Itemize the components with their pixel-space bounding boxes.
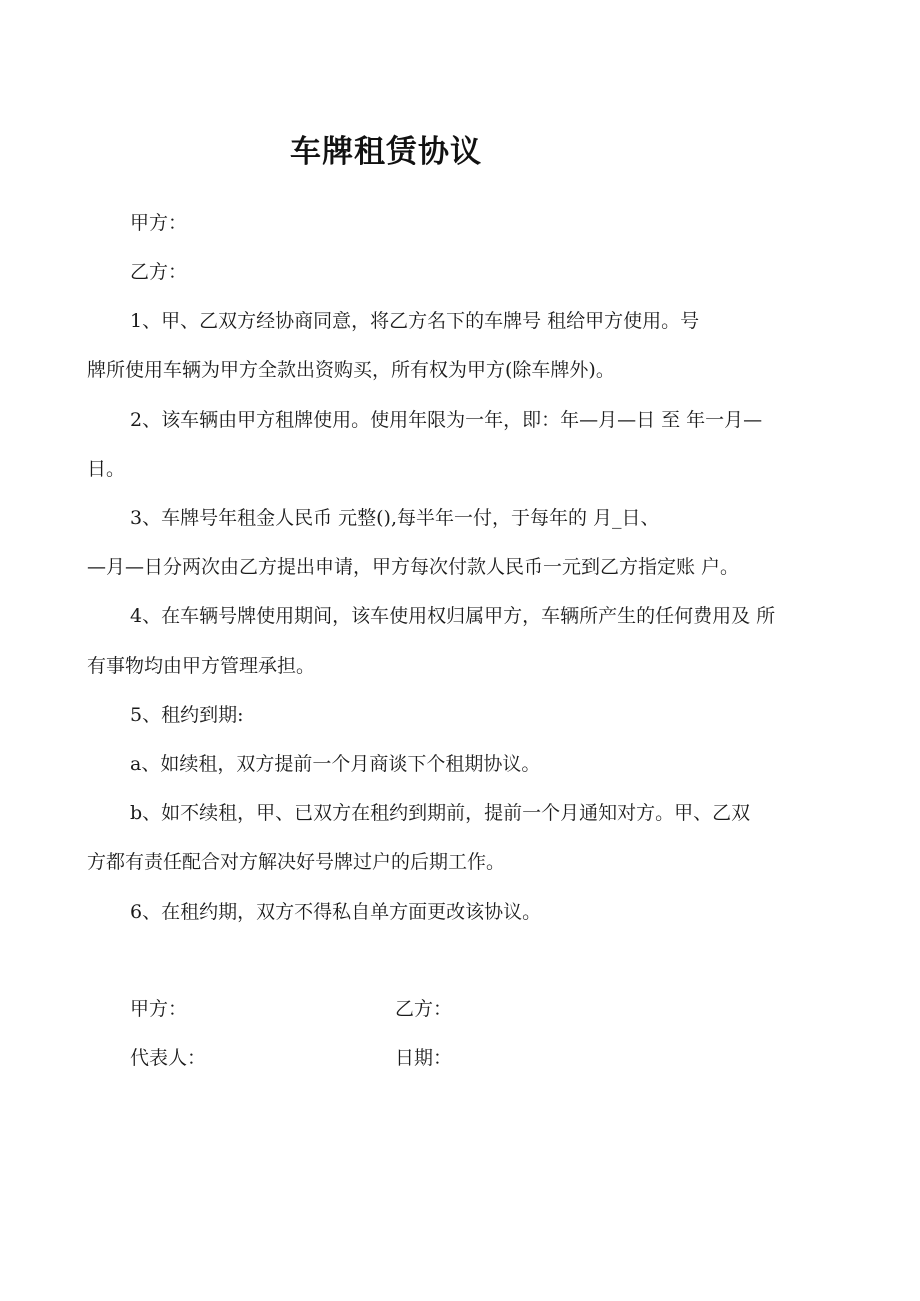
clause-6: 6、在租约期，双方不得私自单方面更改该协议。 [130,901,542,923]
clause-3-line-2: —月—日分两次由乙方提出申请，甲方每次付款人民币一元到乙方指定账 户。 [87,556,740,578]
clause-5b-line-1: b、如不续租，甲、已双方在租约到期前，提前一个月通知对方。甲、乙双 [130,802,751,824]
signature-date-label: 日期： [395,1047,453,1069]
clause-3-line-1: 3、车牌号年租金人民币 元整(),每半年一付，于每年的 月_日、 [130,507,660,529]
clause-1-line-1: 1、甲、乙双方经协商同意，将乙方名下的车牌号 租给甲方使用。号 [130,310,700,332]
signature-party-a-label: 甲方： [130,998,188,1020]
document-title: 车牌租赁协议 [290,134,482,170]
clause-5-title: 5、租约到期: [130,704,244,726]
signature-representative-label: 代表人： [130,1047,207,1069]
clause-1-line-2: 牌所使用车辆为甲方全款出资购买，所有权为甲方(除车牌外)。 [87,359,615,381]
signature-party-b-label: 乙方： [395,998,453,1020]
clause-4-line-2: 有事物均由甲方管理承担。 [87,655,316,677]
clause-5b-line-2: 方都有责任配合对方解决好号牌过户的后期工作。 [87,851,506,873]
clause-4-line-1: 4、在车辆号牌使用期间，该车使用权归属甲方，车辆所产生的任何费用及 所 [130,605,776,627]
clause-2-line-2: 日。 [87,458,126,480]
party-a-label: 甲方： [130,212,188,234]
clause-2-line-1: 2、该车辆由甲方租牌使用。使用年限为一年，即：年—月—日 至 年一月— [130,409,763,431]
party-b-label: 乙方： [130,261,188,283]
clause-5a: a、如续租，双方提前一个月商谈下个租期协议。 [130,753,541,775]
